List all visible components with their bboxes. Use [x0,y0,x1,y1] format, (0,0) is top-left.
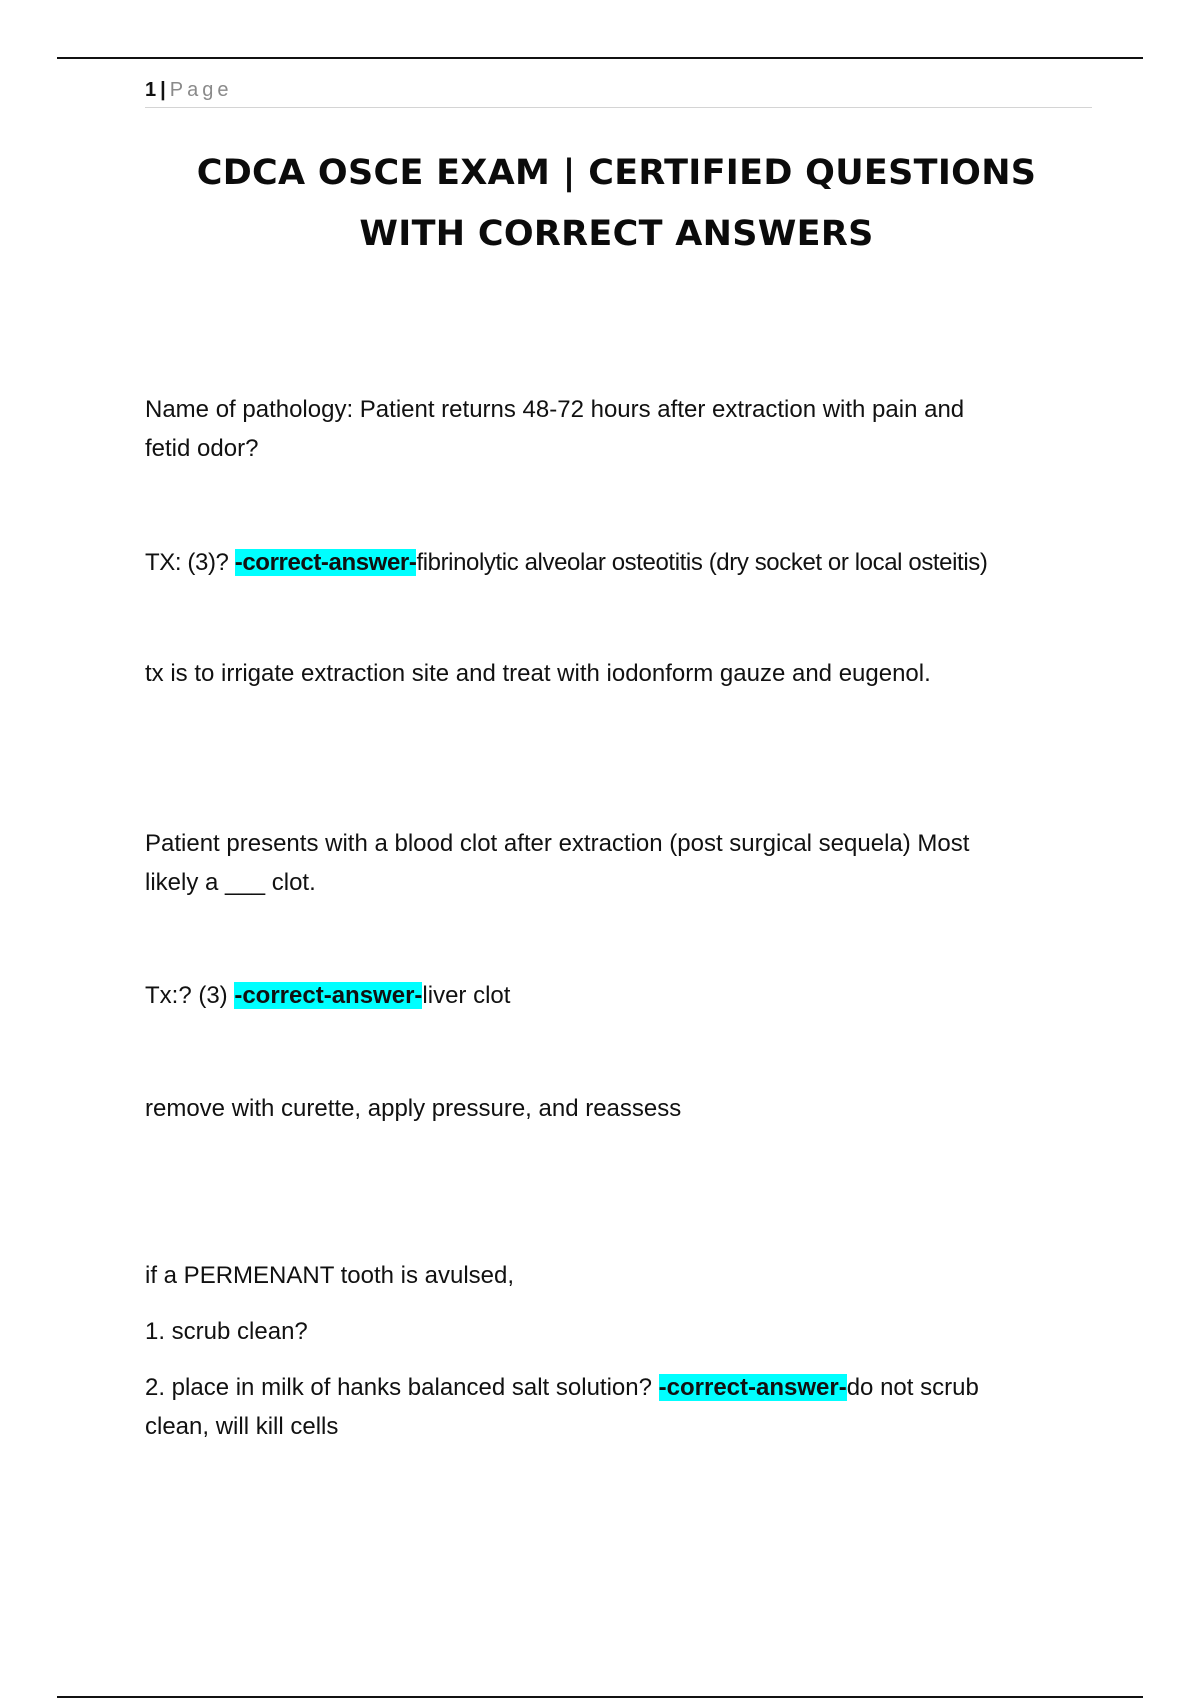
question-2-line-1: Patient presents with a blood clot after extraction (post surgical sequela) Most [145,830,970,857]
question-1 [145,390,1105,468]
answer-2-text: liver clot [422,982,511,1009]
answer-3-text-line-1: do not scrub [846,1374,979,1401]
bottom-rule [57,1696,1143,1698]
answer-1-prefix: TX: (3)? [145,549,235,576]
question-3-intro: if a PERMENANT tooth is avulsed, [145,1262,515,1289]
question-2 [145,824,1105,902]
correct-answer-marker: -correct-answer- [234,549,417,576]
answer-3-text-line-2: clean, will kill cells [145,1413,339,1440]
answer-1-text: fibrinolytic alveolar osteotitis (dry socket or local osteitis) [416,549,988,576]
document-title [120,143,1113,265]
title-line-1: CDCA OSCE EXAM | CERTIFIED QUESTIONS [196,153,1037,193]
question-3-item-2 [145,1368,1105,1446]
page-label: Page [169,79,233,101]
title-line-2: WITH CORRECT ANSWERS [359,214,874,254]
page-separator: | [160,79,166,101]
page-header [145,77,1092,108]
question-2-line-2: likely a ___ clot. [145,869,316,896]
answer-1 [145,543,1125,582]
question-1-line-2: fetid odor? [145,435,259,462]
question-3-item-2-text: 2. place in milk of hanks balanced salt solution? [145,1374,659,1401]
top-rule [57,57,1143,59]
page-number: 1 [145,79,157,101]
answer-2 [145,976,1105,1015]
answer-2-prefix: Tx:? (3) [145,982,235,1009]
note-2: remove with curette, apply pressure, and reassess [145,1095,682,1122]
correct-answer-marker: -correct-answer- [658,1374,847,1401]
correct-answer-marker: -correct-answer- [234,982,423,1009]
question-3-item-1: 1. scrub clean? [145,1318,308,1345]
question-1-line-1: Name of pathology: Patient returns 48-72 hours after extraction with pain and [145,396,965,423]
note-1: tx is to irrigate extraction site and treat with iodonform gauze and eugenol. [145,660,931,687]
